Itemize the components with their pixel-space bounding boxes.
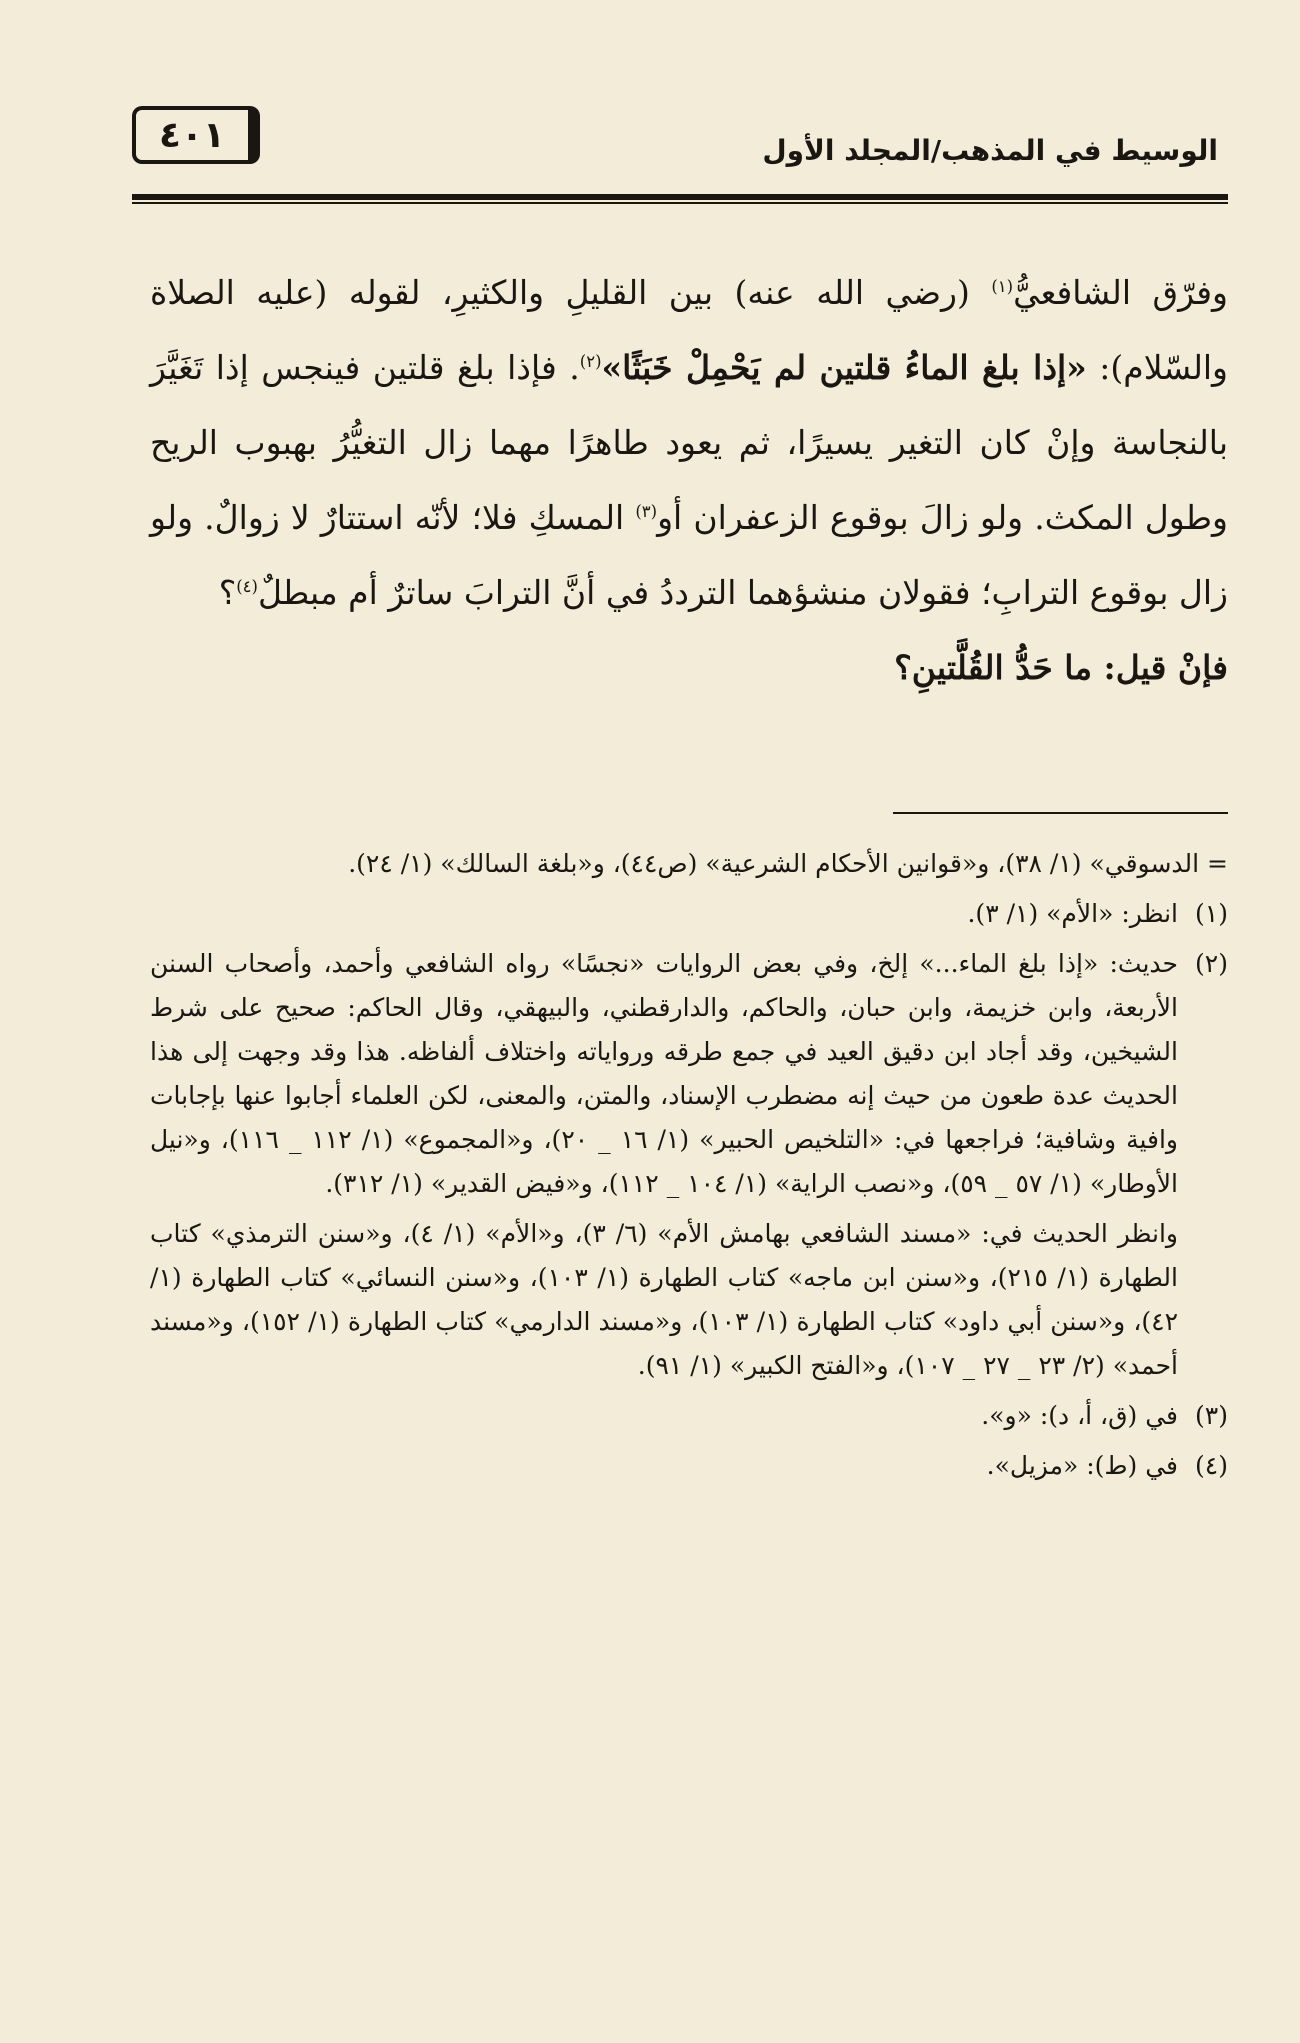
text-run: وفرّق الشافعيُّ (1013, 273, 1228, 312)
footnote-3 (150, 1394, 1228, 1438)
footnotes (150, 842, 1228, 1494)
footnote-4 (150, 1444, 1228, 1488)
footnote-number: (٣) (1195, 1401, 1228, 1430)
footnote-ref-2[interactable]: (٢) (579, 352, 602, 371)
footnote-text: في (ط): «مزيل». (986, 1451, 1178, 1480)
page-number: ٤٠١ (132, 106, 260, 164)
main-text (150, 255, 1228, 705)
question-heading: فإنْ قيل: ما حَدُّ القُلَّتينِ؟ (894, 648, 1228, 687)
header-rule-thin (132, 202, 1228, 204)
footnote-continuation: = الدسوقي» (١/ ٣٨)، و«قوانين الأحكام الشرعية» (ص٤٤)، و«بلغة السالك» (١/ ٢٤). (348, 849, 1228, 878)
footnote-number: (٢) (1195, 949, 1228, 978)
footnote-text: انظر: «الأم» (١/ ٣). (967, 899, 1178, 928)
footnote-ref-4[interactable]: (٤) (236, 577, 258, 596)
footnote-number: (١) (1195, 899, 1228, 928)
footnote-2-continued: وانظر الحديث في: «مسند الشافعي بهامش الأم» (٦/ ٣)، و«الأم» (١/ ٤)، و«سنن الترمذي» كتاب الطهارة (١/ ٢١٥)، و«سنن ابن ماجه» كتاب الطهارة (١/ ١٠٣)، و«سنن النسائي» كتاب الطهارة (١/ ٤٢)، و«سنن أبي داود» كتاب الطهارة (١/ ١٠٣)، و«مسند الدارمي» كتاب الطهارة (١/ ١٥٢)، و«مسند أحمد» (٢/ ٢٣ _ ٢٧ _ ١٠٧)، و«الفتح الكبير» (١/ ٩١). (150, 1219, 1179, 1380)
hadith-quote: «إذا بلغ الماءُ قلتين لم يَحْمِلْ خَبَثًا» (601, 348, 1087, 387)
footnote-ref-3[interactable]: (٣) (635, 502, 658, 521)
header-rule (132, 194, 1228, 200)
footnote-text: في (ق، أ، د): «و». (981, 1401, 1178, 1430)
main-paragraph (150, 255, 1228, 630)
footnote-text: حديث: «إذا بلغ الماء...» إلخ، وفي بعض الروايات «نجسًا» رواه الشافعي وأحمد، وأصحاب السنن الأربعة، وابن خزيمة، وابن حبان، والحاكم، والدارقطني، والبيهقي، وقال الحاكم: صحيح على شرط الشيخين، وقد أجاد ابن دقيق العيد في جمع طرقه ورواياته واختلاف ألفاظه. هذا وقد وجهت إلى هذا الحديث عدة طعون من حيث إنه مضطرب الإسناد، والمتن، والمعنى، لكن العلماء أجابوا عنها بإجابات وافية وشافية؛ فراجعها في: «التلخيص الحبير» (١/ ١٦ _ ٢٠)، و«المجموع» (١/ ١١٢ _ ١١٦)، و«نيل الأوطار» (١/ ٥٧ _ ٥٩)، و«نصب الراية» (١/ ١٠٤ _ ١١٢)، و«فيض القدير» (١/ ٣١٢). (150, 949, 1179, 1198)
footnote-number: (٤) (1195, 1451, 1228, 1480)
text-run: المسكِ فلا؛ لأنّه استتارٌ لا زوالٌ. ولو زال بوقوع الترابِ؛ فقولان منشؤهما الترددُ في أنَّ الترابَ ساترٌ أم مبطلٌ (150, 498, 1228, 612)
text-run: (رضي الله عنه) بين القليلِ والكثيرِ، لقوله (عليه الصلاة والسّلام): (150, 273, 1228, 387)
footnote-1 (150, 892, 1228, 936)
footnote-ref-1[interactable]: (١) (991, 277, 1014, 296)
running-title: الوسيط في المذهب/المجلد الأول (762, 134, 1218, 167)
footnote-separator (893, 812, 1228, 814)
page-header (132, 100, 1228, 192)
footnote-2 (150, 942, 1228, 1206)
text-run: . فإذا بلغ قلتين فينجس إذا تَغَيَّرَ بالنجاسة وإنْ كان التغير يسيرًا، ثم يعود طاهرًا مهما زال التغيُّرُ بهبوب الريح وطول المكث. ولو زالَ بوقوع الزعفران أو (150, 348, 1228, 537)
text-run: ؟ (218, 573, 237, 612)
